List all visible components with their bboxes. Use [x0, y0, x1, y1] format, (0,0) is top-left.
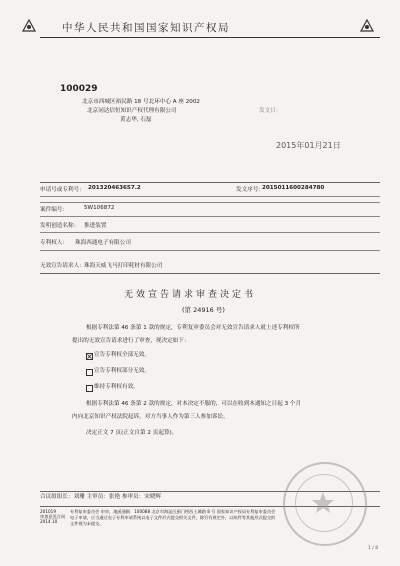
- page-title: 中华人民共和国国家知识产权局: [62, 22, 230, 34]
- patentee-label: 专利权人：: [40, 240, 68, 246]
- checkbox-invalid-partial: [86, 369, 93, 376]
- info-rule-3: [40, 202, 380, 203]
- decision-para2-line2: 内向北京知识产权法院起诉，对方当事人作为第三人参加诉讼。: [72, 414, 229, 420]
- case-no: 5W106872: [84, 205, 115, 211]
- app-no-label: 申请号或专利号：: [40, 187, 85, 193]
- patentee: 珠海西通电子有限公司: [75, 240, 131, 246]
- page-number: 1 / 8: [368, 546, 379, 551]
- doc-no-label: 发文序号：: [236, 187, 264, 193]
- dispatch-date: 2015年01月21日: [276, 141, 341, 150]
- recipient-address: 北京市西城区裕民路 18 号北环中心 A 座 2002: [82, 99, 200, 105]
- invention-label: 发明创造名称：: [40, 223, 80, 229]
- official-seal-star-icon: [283, 462, 363, 542]
- recipient-agents: 黄志华, 石磊: [120, 117, 152, 123]
- info-rule-2: [40, 196, 380, 197]
- recipient-agency: 北京同达信恒知识产权代理有限公司: [87, 108, 177, 114]
- official-seal: [283, 462, 367, 546]
- decision-para1-line2: 提出的无效宣告请求进行了审查，现决定如下：: [72, 338, 190, 344]
- option-label-invalid-all: 宣告专利权全部无效。: [94, 352, 150, 358]
- info-rule-6: [40, 250, 380, 251]
- requester-label: 无效宣告请求人：: [40, 263, 85, 269]
- invention-name: 推进装置: [84, 223, 107, 229]
- footer-line-1: 专利复审委员会 申审，地函通顺：100088 北京市海淀区蓟门桥西土城路 8 号 国家知识产权局专利复审委员会: [70, 509, 276, 514]
- footer-line-2: 电子申请，应当通过电子专利申请系统以电子文件形式提交相关文件，除另有规定外，以纸件等其他形式提交的: [70, 515, 276, 520]
- dispatch-date-label: 发文日：: [259, 108, 282, 114]
- decision-title: 无效宣告请求审查决定书: [124, 290, 257, 300]
- option-label-invalid-partial: 宣告专利权部分无效。: [94, 368, 150, 374]
- form-code-3: 2014.10: [40, 519, 58, 524]
- decision-number: (第 24916 号): [182, 306, 225, 314]
- panel-members: 合议组组长：刘珊 主审员：张艳 参审员：宋晓辉: [40, 494, 162, 500]
- header-rule: [40, 37, 380, 38]
- app-no: 201320463657.2: [88, 185, 141, 191]
- case-no-label: 案件编号：: [40, 207, 68, 213]
- checkbox-invalid-all: [86, 353, 93, 360]
- decision-para1-line1: 根据专利法第 46 条第 1 款的规定，专利复审委员会对无效宣告请求人就上述专利权所: [86, 325, 300, 331]
- footer-line-3: 文件视为未提交。: [70, 521, 104, 526]
- postcode: 100029: [60, 84, 98, 94]
- requester: 珠海天威飞马打印耗材有限公司: [84, 263, 163, 269]
- sipo-logo-left: [22, 18, 36, 37]
- option-label-maintain: 维持专利权有效。: [94, 384, 139, 390]
- info-rule-bottom: [40, 273, 380, 274]
- info-rule-top: [40, 182, 380, 183]
- info-rule-5: [40, 232, 380, 233]
- doc-no: 2015011600284780: [262, 185, 325, 191]
- info-rule-4: [40, 216, 380, 217]
- form-code-2: 审查意见合同: [40, 514, 66, 519]
- checkbox-maintain: [86, 385, 93, 392]
- decision-para2-line1: 根据专利法第 46 条第 2 款的规定，对本决定不服的，可以在收到本通知之日起 3 个月: [86, 401, 302, 407]
- attachment-line: 决定正文 7 页(正文自第 2 页起算)。: [86, 430, 178, 436]
- sipo-logo-right: [360, 18, 374, 37]
- form-code-1: 201019: [40, 509, 56, 514]
